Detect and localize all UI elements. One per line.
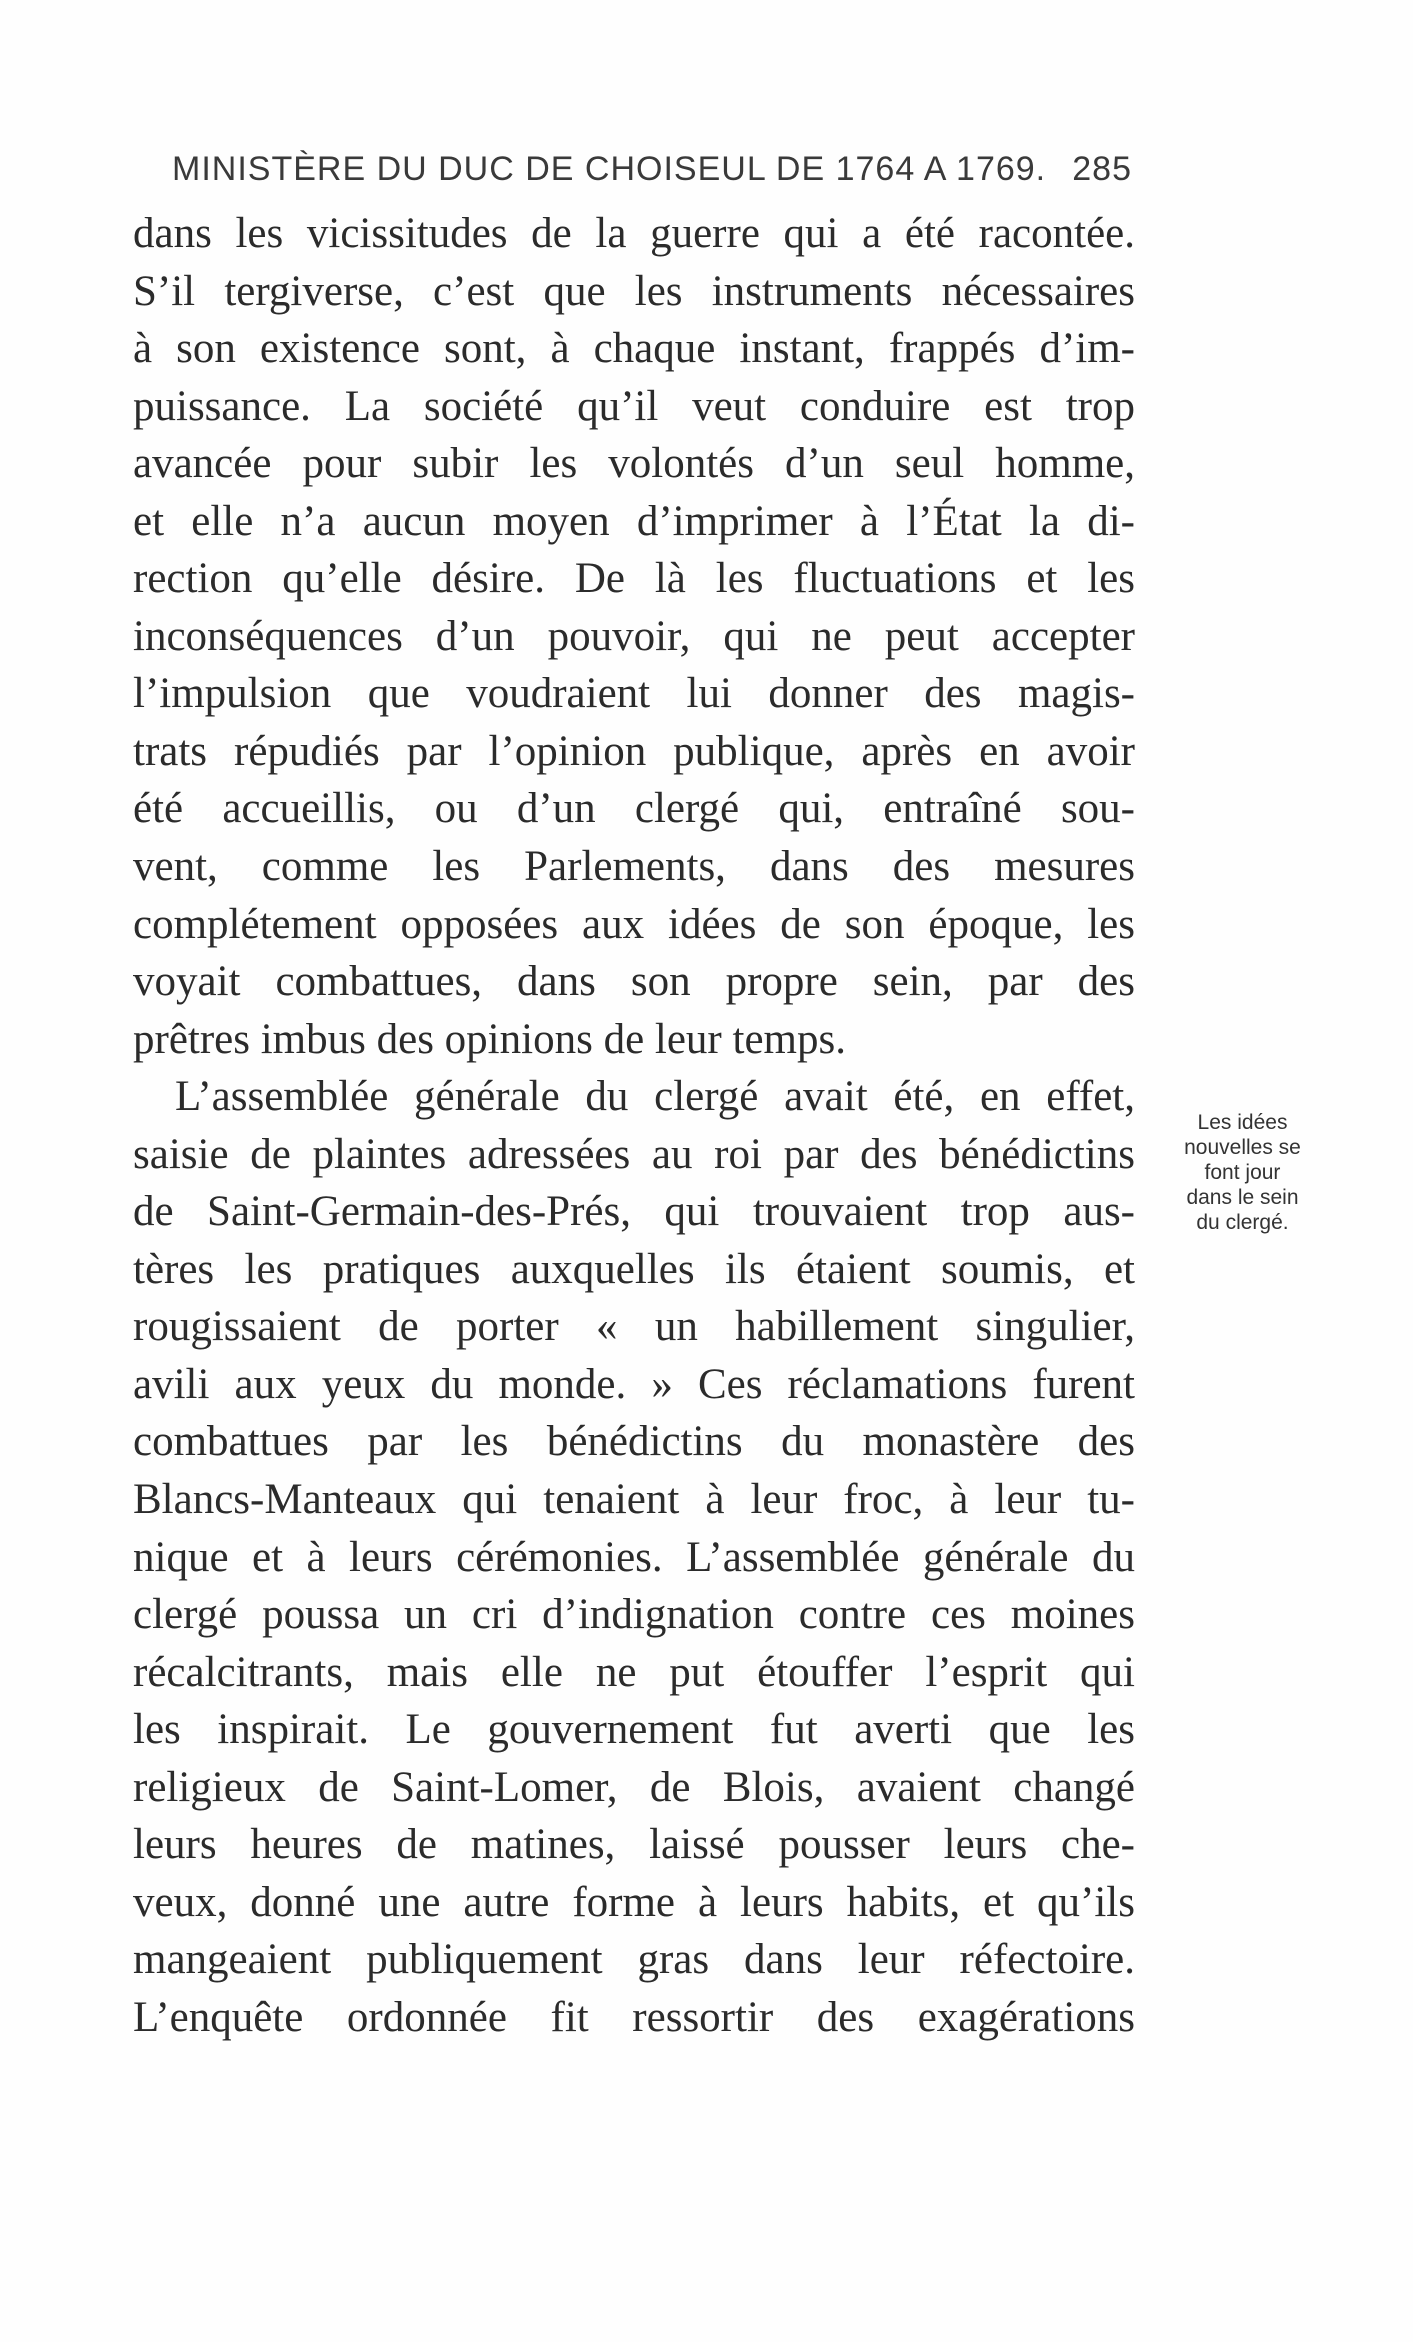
margin-note-line: Les idées: [1197, 1111, 1288, 1134]
text-line: clergé poussa un cri d’indignation contre ces moines: [133, 1591, 1135, 1639]
text-line: combattues par les bénédictins du monastère des: [133, 1418, 1135, 1466]
paragraph-first-line: L’assemblée générale du clergé avait été, en effet,: [175, 1073, 1135, 1121]
text-line: vent, comme les Parlements, dans des mesures: [133, 843, 1135, 891]
margin-note-line: du clergé.: [1196, 1211, 1289, 1234]
text-line: S’il tergiverse, c’est que les instruments nécessaires: [133, 267, 1135, 315]
text-line: avancée pour subir les volontés d’un seul homme,: [133, 440, 1135, 488]
text-line: inconséquences d’un pouvoir, qui ne peut accepter: [133, 612, 1135, 660]
text-line: tères les pratiques auxquelles ils étaient soumis, et: [133, 1245, 1135, 1293]
running-head: [172, 150, 1132, 200]
text-line: avili aux yeux du monde. » Ces réclamations furent: [133, 1360, 1135, 1408]
margin-note: [1155, 1110, 1330, 1235]
text-line: les inspirait. Le gouvernement fut averti que les: [133, 1706, 1135, 1754]
text-line: Blancs-Manteaux qui tenaient à leur froc, à leur tu-: [133, 1476, 1135, 1524]
text-line: leurs heures de matines, laissé pousser leurs che-: [133, 1821, 1135, 1869]
text-line: et elle n’a aucun moyen d’imprimer à l’État la di-: [133, 497, 1135, 545]
text-line: été accueillis, ou d’un clergé qui, entraîné sou-: [133, 785, 1135, 833]
text-line: veux, donné une autre forme à leurs habits, et qu’ils: [133, 1878, 1135, 1926]
text-line: voyait combattues, dans son propre sein, par des: [133, 958, 1135, 1006]
running-head-title: MINISTÈRE DU DUC DE CHOISEUL DE 1764 A 1769.: [172, 150, 1047, 188]
text-line: rougissaient de porter « un habillement singulier,: [133, 1303, 1135, 1351]
text-line: récalcitrants, mais elle ne put étouffer l’esprit qui: [133, 1648, 1135, 1696]
text-line: de Saint-Germain-des-Prés, qui trouvaient trop aus-: [133, 1188, 1135, 1236]
text-line: L’enquête ordonnée fit ressortir des exagérations: [133, 1993, 1135, 2041]
text-line: l’impulsion que voudraient lui donner des magis-: [133, 670, 1135, 718]
text-line: rection qu’elle désire. De là les fluctuations et les: [133, 555, 1135, 603]
text-line: religieux de Saint-Lomer, de Blois, avaient changé: [133, 1763, 1135, 1811]
margin-note-line: dans le sein: [1186, 1186, 1299, 1209]
margin-note-line: font jour: [1204, 1161, 1281, 1184]
text-line: mangeaient publiquement gras dans leur réfectoire.: [133, 1936, 1135, 1984]
text-line: trats répudiés par l’opinion publique, après en avoir: [133, 727, 1135, 775]
paragraph-last-line: prêtres imbus des opinions de leur temps.: [133, 1015, 846, 1063]
text-line: puissance. La société qu’il veut conduire est trop: [133, 382, 1135, 430]
page-number: 285: [1072, 150, 1132, 188]
text-line: à son existence sont, à chaque instant, frappés d’im-: [133, 325, 1135, 373]
text-line: complétement opposées aux idées de son époque, les: [133, 900, 1135, 948]
text-line: saisie de plaintes adressées au roi par des bénédictins: [133, 1130, 1135, 1178]
margin-note-line: nouvelles se: [1184, 1136, 1301, 1159]
text-line: dans les vicissitudes de la guerre qui a été racontée.: [133, 210, 1135, 257]
body-text: [133, 205, 1135, 2047]
text-line: nique et à leurs cérémonies. L’assemblée générale du: [133, 1533, 1135, 1581]
